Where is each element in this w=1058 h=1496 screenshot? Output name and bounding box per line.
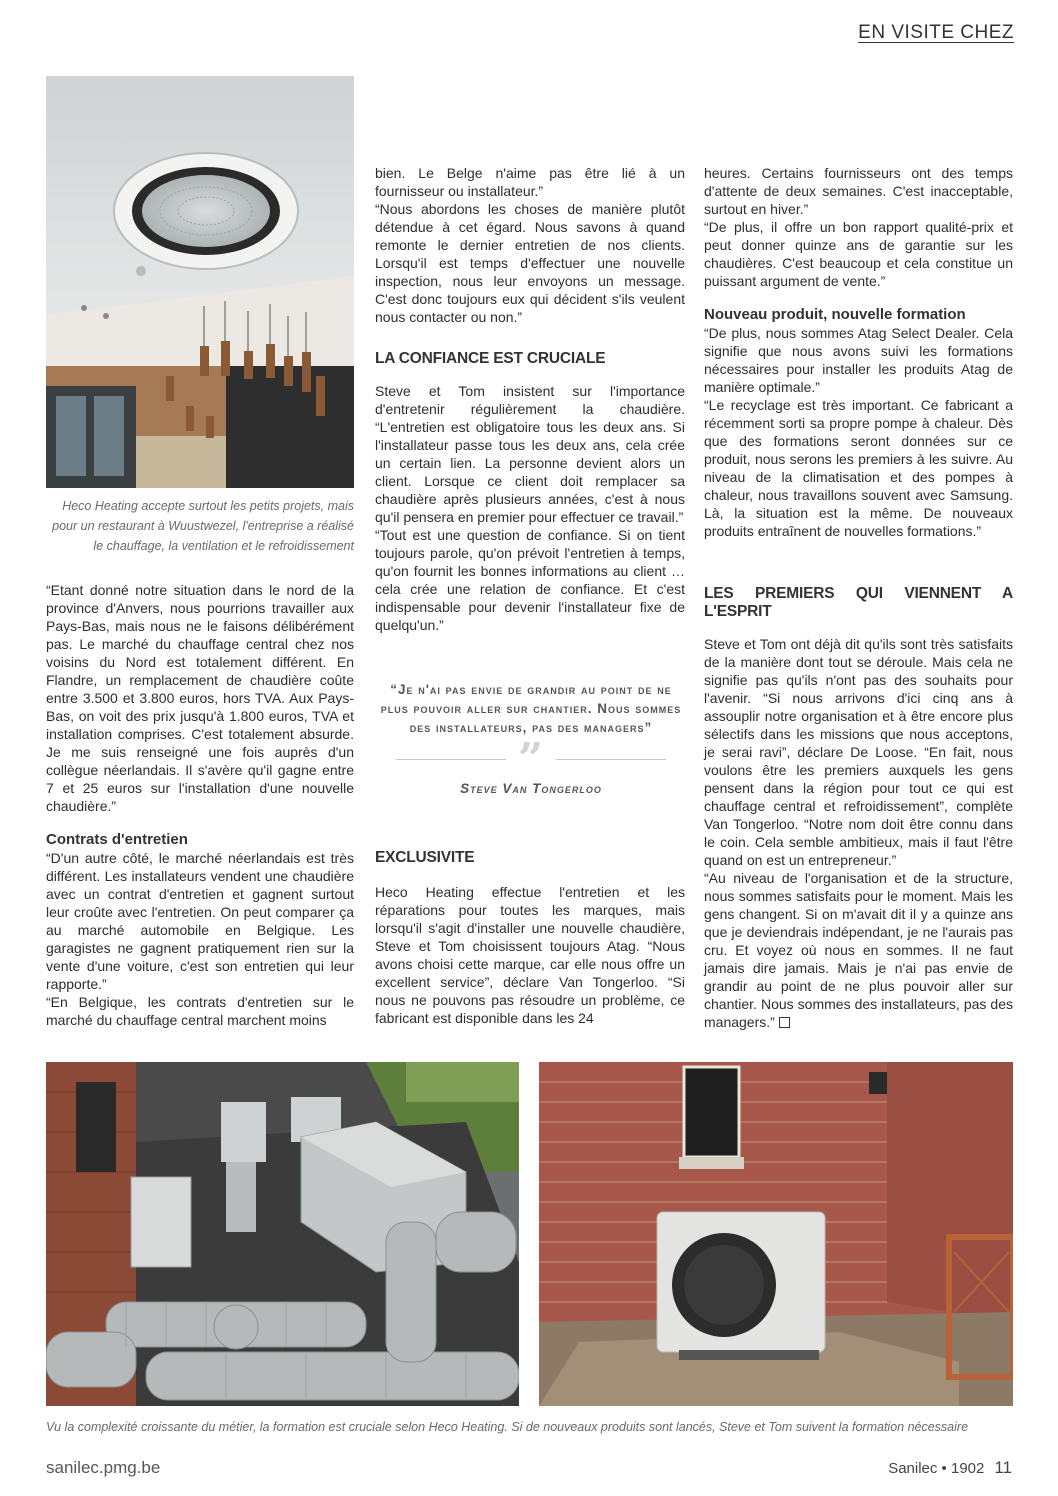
quote-mark-icon: ” [517, 733, 545, 785]
paragraph: heures. Certains fournisseurs ont des temps d'attente de deux semaines. C'est inacceptable, surtout en hiver.” [704, 165, 1013, 217]
photo-caption-top: Heco Heating accepte surtout les petits projets, mais pour un restaurant à Wuustwezel, l'entreprise a réalisé le chauffage, la ventilation et le refroidissement [52, 499, 354, 553]
paragraph [704, 869, 1013, 1031]
paragraph: Steve et Tom ont déjà dit qu'ils sont très satisfaits de la manière dont tout se déroule. Mais cela ne signifie pas qu'ils n'ont pas des souhaits pour l'avenir. “Si nous arrivons d'ici cinq ans à assouplir notre organisation et à être encore plus sélectifs dans les missions que nous acceptons, je serai ravi”, déclare De Loose. “En fait, nous voulons être les premiers auxquels les gens pensent dans la région pour tout ce qui est chauffage central et refroidissement”, complète Van Tongerloo. “Notre nom doit être connu dans le coin. Cela semble ambitieux, mais il faut l'être quand on est un entrepreneur.” [704, 636, 1013, 868]
heading-exclusivite: EXCLUSIVITE [375, 849, 475, 866]
paragraph: “Etant donné notre situation dans le nord de la province d'Anvers, nous pourrions travailler aux Pays-Bas, mais nous ne le faisons délibérément pas. Le marché du chauffage central chez nos voisins du Nord est totalement différent. En Flandre, un remplacement de chaudière coûte entre 3.500 et 3.800 euros, hors TVA. Aux Pays-Bas, on voit des prix jusqu'à 1.800 euros, TVA et installation comprises. C'est totalement absurde. Je me suis renseigné une fois auprès d'un collègue néerlandais. Il s'avère qu'il gagne entre 7 et 25 euros sur l'installation d'une nouvelle chaudière.” [46, 582, 354, 814]
paragraph: “En Belgique, les contrats d'entretien sur le marché du chauffage central marchent moins [46, 994, 354, 1028]
paragraph: bien. Le Belge n'aime pas être lié à un fournisseur ou installateur.” [375, 165, 685, 199]
heat-pump-photo [539, 1062, 1013, 1406]
pull-quote-author: Steve Van Tongerloo [460, 781, 602, 796]
paragraph: “D'un autre côté, le marché néerlandais est très différent. Les installateurs vendent une chaudière avec un contrat d'entretien et gagnent surtout leur croûte avec l'entretien. On peut comparer ça au marché automobile en Belgique. Les garagistes ne gagnent pratiquement rien sur la vente d'une voiture, c'est son entretien qui leur rapporte.” [46, 850, 354, 992]
photo-caption-bottom: Vu la complexité croissante du métier, la formation est cruciale selon Heco Heating. Si de nouveaux produits sont lancés, Steve et Tom suivent la formation nécessaire [46, 1420, 969, 1434]
paragraph: “Le recyclage est très important. Ce fabricant a récemment sorti sa propre pompe à chaleur. Dès que des formations seront données sur ce produit, nous serons les premiers à les suivre. Au niveau de la climatisation et des pompes à chaleur, nous travaillons souvent avec Samsung. Là, la situation est la même. De nouveaux produits entraînent de nouvelles formations.” [704, 397, 1013, 539]
site-url: sanilec.pmg.be [46, 1458, 161, 1477]
section-label: EN VISITE CHEZ [858, 22, 1014, 43]
subheading-produit: Nouveau produit, nouvelle formation [704, 306, 966, 323]
column-1 [46, 581, 354, 1029]
pull-quote [376, 680, 686, 798]
paragraph: “De plus, il offre un bon rapport qualité-prix et peut donner quinze ans de garantie sur les chaudières. C'est beaucoup et cela constitue un puissant argument de vente.” [704, 219, 1013, 289]
pull-quote-text: “Je n'ai pas envie de grandir au point de ne plus pouvoir aller sur chantier. Nous sommes des installateurs, pas des managers” [380, 682, 682, 735]
rooftop-ducts-photo [46, 1062, 519, 1406]
column-2-exclusivite [375, 849, 685, 1027]
paragraph: “De plus, nous sommes Atag Select Dealer. Cela signifie que nous avons suivi les formations nécessaires pour installer les produits Atag de manière optimale.” [704, 325, 1013, 395]
paragraph-text: “Au niveau de l'organisation et de la structure, nous sommes satisfaits pour le moment. Mais les gens changent. Si on m'avait dit il y a quinze ans que je deviendrais indépendant, je ne l'aurais pas cru. Et voyez où nous en sommes. Il ne faut jamais dire jamais. Mais je n'ai pas envie de grandir au point de ne plus pouvoir aller sur chantier. Nous sommes des installateurs, pas des managers.” [704, 870, 1013, 1030]
heading-premiers: LES PREMIERS QUI VIENNENT A L'ESPRIT [704, 585, 1013, 620]
page-number: 11 [994, 1458, 1012, 1477]
paragraph: “Nous abordons les choses de manière plutôt détendue à cet égard. Nous savons à quand remonte le dernier entretien de nos clients. Lorsqu'il est temps d'effectuer une nouvelle inspection, nous leur envoyons un message. C'est donc toujours eux qui décident s'ils veulent nous contacter ou non.” [375, 201, 685, 325]
end-of-article-icon [779, 1017, 790, 1028]
restaurant-ceiling-photo [46, 76, 354, 488]
footer-issue [888, 1458, 1012, 1478]
paragraph: Steve et Tom insistent sur l'importance d'entretenir régulièrement la chaudière. “L'entretien est obligatoire tous les deux ans. Si l'installateur passe tous les deux ans, cela crée un certain lien. La personne devient alors un client. Lorsque ce client doit remplacer sa chaudière après plusieurs années, c'est à nous qu'il pensera en premier pour effectuer ce travail.” [375, 383, 685, 525]
column-3-premiers [704, 585, 1013, 1031]
paragraph: “Tout est une question de confiance. Si on tient toujours parole, qu'on prévoit l'entretien à temps, qu'on fournit les bonnes informations au client … cela crée une relation de confiance. Et c'est indispensable pour devenir l'installateur fixe de quelqu'un.” [375, 527, 685, 633]
column-2-confiance [375, 350, 685, 634]
subheading-contrats: Contrats d'entretien [46, 831, 188, 848]
paragraph: Heco Heating effectue l'entretien et les réparations pour toutes les marques, mais lorsqu'il s'agit d'installer une nouvelle chaudière, Steve et Tom choisissent toujours Atag. “Nous avons choisi cette marque, car elle nous offre un excellent service”, déclare Van Tongerloo. “Si nous ne pouvons pas résoudre un problème, ce fabricant est disponible dans les 24 [375, 884, 685, 1026]
heading-confiance: LA CONFIANCE EST CRUCIALE [375, 350, 606, 367]
column-3 [704, 164, 1013, 540]
magazine-issue: Sanilec • 1902 [888, 1460, 985, 1477]
column-2 [375, 164, 685, 326]
